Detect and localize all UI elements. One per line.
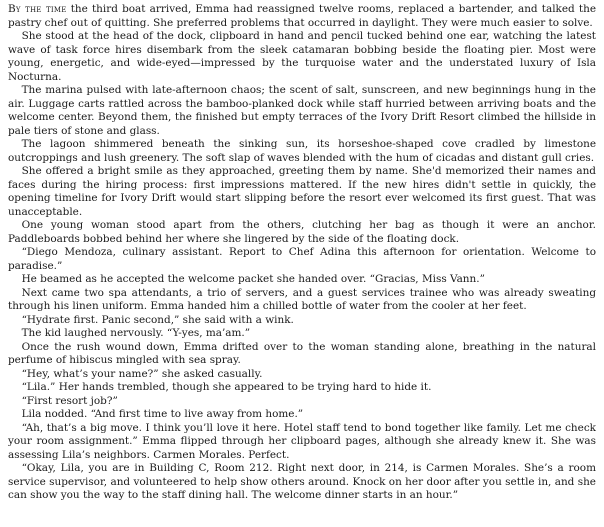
paragraph-3: The marina pulsed with late-afternoon chaos; the scent of salt, sunscreen, and new beginnings hung in the air. Luggage carts rattled across the bamboo-planked dock while staff hurried between arriving boats and the welcome center. Beyond them, the finished but empty terraces of the Ivory Drift Resort climbed the hillside in pale tiers of stone and glass.: [8, 84, 596, 137]
paragraph-12: Once the rush wound down, Emma drifted over to the woman standing alone, breathing in the natural perfume of hibiscus mingled with sea spray.: [8, 340, 596, 366]
paragraph-15: “First resort job?”: [21, 394, 118, 407]
paragraph-17: “Ah, that’s a big move. I think you’ll love it here. Hotel staff tend to bond together like family. Let me check your room assignment.” Emma flipped through her clipboard pages, although she already knew it. She was assessing Lila’s neighbors. Carmen Morales. Perfect.: [8, 421, 596, 461]
paragraph-11: The kid laughed nervously. “Y-yes, ma’am.”: [21, 327, 251, 339]
paragraph-14: “Lila.” Her hands trembled, though she appeared to be trying hard to hide it.: [21, 381, 432, 393]
paragraph-1: [8, 3, 596, 30]
paragraph-8: He beamed as he accepted the welcome packet she handed over. “Gracias, Miss Vann.”: [21, 273, 485, 285]
paragraph-6: One young woman stood apart from the others, clutching her bag as though it were an anchor. Paddleboards bobbed behind her where she lingered by the side of the floating dock.: [8, 219, 596, 245]
paragraph-18: “Okay, Lila, you are in Building C, Room 212. Right next door, in 214, is Carmen Morales. She’s a room service supervisor, and volunteered to help show others around. Knock on her door after you settle in, and she can show you the way to the staff dining hall. The welcome dinner starts in an hour.”: [8, 462, 596, 501]
paragraph-2: She stood at the head of the dock, clipboard in hand and pencil tucked behind one ear, watching the latest wave of task force hires disembark from the sleek catamaran bobbing beside the floating pier. Most were young, energetic, and wide-eyed—impressed by the turquoise water and the understated luxury of Isla Nocturna.: [8, 30, 596, 83]
paragraph-4: The lagoon shimmered beneath the sinking sun, its horseshoe-shaped cove cradled by limestone outcroppings and lush greenery. The soft slap of waves blended with the hum of cicadas and distant gull cries.: [8, 138, 596, 164]
paragraph-1-text: the third boat arrived, Emma had reassigned twelve rooms, replaced a bartender, and talked the pastry chef out of quitting. She preferred problems that occurred in daylight. They were much easier to solve.: [8, 3, 596, 29]
paragraph-10: “Hydrate first. Panic second,” she said with a wink.: [21, 313, 294, 326]
chapter-lead-in: By the time: [8, 3, 67, 15]
paragraph-13: “Hey, what’s your name?” she asked casually.: [21, 367, 263, 380]
paragraph-7: “Diego Mendoza, culinary assistant. Report to Chef Adina this afternoon for orientation. Welcome to paradise.”: [8, 246, 596, 272]
paragraph-9: Next came two spa attendants, a trio of servers, and a guest services trainee who was already sweating through his linen uniform. Emma handed him a chilled bottle of water from the cooler at her feet.: [8, 286, 596, 312]
paragraph-16: Lila nodded. “And first time to live away from home.”: [21, 408, 304, 420]
paragraph-5: She offered a bright smile as they approached, greeting them by name. She'd memorized their names and faces during the hiring process: first impressions mattered. If the new hires didn't settle in quickly, the opening timeline for Ivory Drift would start slipping before the resort ever welcomed its first guest. That was unacceptable.: [8, 165, 596, 218]
